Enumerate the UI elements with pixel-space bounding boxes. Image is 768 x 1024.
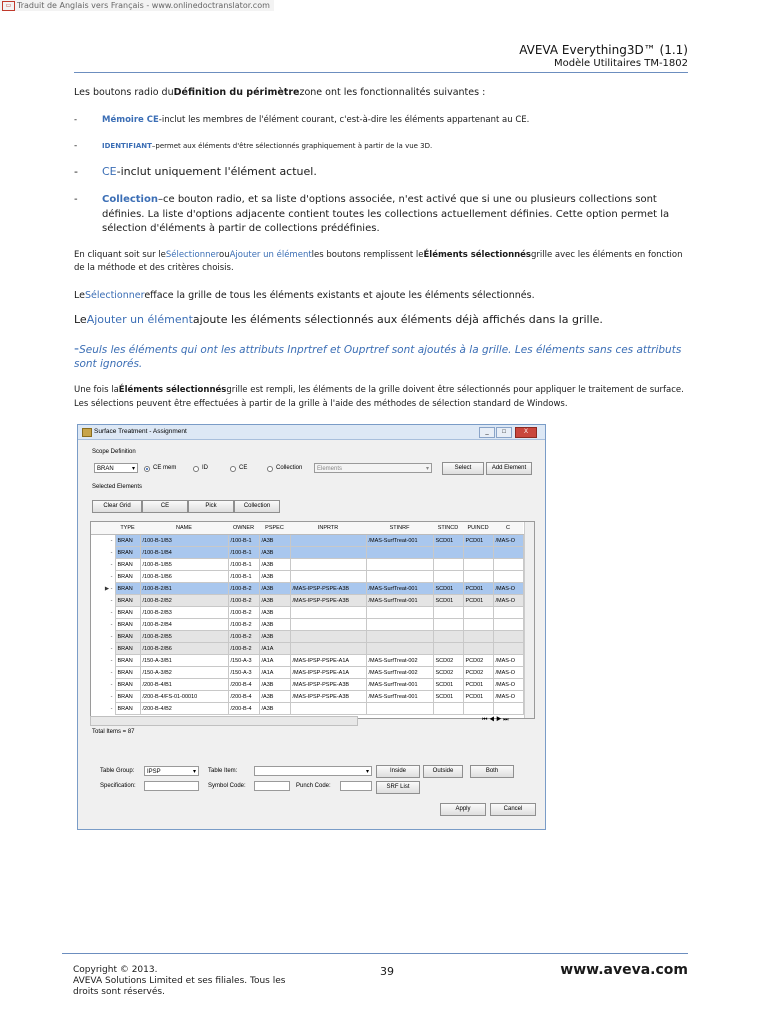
table-cell[interactable] bbox=[463, 619, 493, 631]
table-cell[interactable]: /A1A bbox=[259, 643, 290, 655]
radio-ce-mem[interactable] bbox=[144, 466, 150, 472]
table-cell[interactable]: /200-B-4 bbox=[228, 703, 259, 715]
collection-button[interactable]: Collection bbox=[234, 500, 280, 513]
elements-table bbox=[91, 522, 524, 715]
table-cell[interactable] bbox=[366, 547, 433, 559]
table-cell[interactable] bbox=[290, 559, 366, 571]
paragraph-select bbox=[74, 289, 688, 303]
table-cell[interactable]: /200-B-4 bbox=[228, 679, 259, 691]
table-cell[interactable] bbox=[290, 631, 366, 643]
table-cell[interactable]: /100-B-1 bbox=[228, 547, 259, 559]
table-cell[interactable]: BRAN bbox=[115, 535, 140, 547]
table-cell[interactable]: /100-B-2/B1 bbox=[140, 583, 228, 595]
dash: - bbox=[74, 194, 78, 205]
table-cell[interactable]: BRAN bbox=[115, 667, 140, 679]
total-items: Total Items = 87 bbox=[92, 729, 135, 735]
table-row[interactable] bbox=[91, 559, 523, 571]
specification-field[interactable] bbox=[144, 781, 199, 791]
scope-definition-label: Scope Definition bbox=[92, 449, 136, 455]
text: ou bbox=[219, 250, 230, 260]
table-cell[interactable]: /100-B-1 bbox=[228, 535, 259, 547]
table-cell[interactable]: PCD01 bbox=[463, 691, 493, 703]
table-cell[interactable] bbox=[366, 703, 433, 715]
table-cell[interactable]: SCD01 bbox=[433, 679, 463, 691]
table-cell[interactable] bbox=[290, 547, 366, 559]
term: Mémoire CE bbox=[102, 115, 159, 125]
table-cell[interactable]: /150-A-3/B1 bbox=[140, 655, 228, 667]
dash: - bbox=[74, 115, 78, 125]
srf-list-button[interactable]: SRF List bbox=[376, 781, 420, 794]
chevron-down-icon: ▾ bbox=[131, 466, 135, 472]
table-cell[interactable] bbox=[366, 631, 433, 643]
table-cell[interactable]: SCD01 bbox=[433, 691, 463, 703]
table-cell[interactable] bbox=[290, 571, 366, 583]
table-cell[interactable] bbox=[493, 643, 523, 655]
table-cell[interactable]: /100-B-2 bbox=[228, 619, 259, 631]
chevron-down-icon: ▾ bbox=[425, 466, 429, 472]
table-cell[interactable]: /100-B-2/B3 bbox=[140, 607, 228, 619]
term: Ajouter un élément bbox=[229, 250, 312, 260]
table-cell[interactable]: BRAN bbox=[115, 655, 140, 667]
term: Éléments sélectionnés bbox=[423, 250, 531, 260]
table-cell[interactable]: /100-B-2 bbox=[228, 583, 259, 595]
dash: - bbox=[74, 165, 78, 178]
text: zone ont les fonctionnalités suivantes : bbox=[299, 87, 486, 98]
symbol-code-field[interactable] bbox=[254, 781, 290, 791]
note-text: Seuls les éléments qui ont les attributs Inprtref et Ouprtref sont ajoutés à la grille. Les éléments sans ces attributs sont ignorés. bbox=[74, 344, 682, 370]
table-cell[interactable]: /MAS-IPSP-PSPE-A3B bbox=[290, 691, 366, 703]
table-cell[interactable]: /100-B-2 bbox=[228, 643, 259, 655]
table-cell[interactable]: /MAS-IPSP-PSPE-A1A bbox=[290, 667, 366, 679]
table-row[interactable] bbox=[91, 631, 523, 643]
table-item-label: Table Item: bbox=[208, 768, 238, 774]
table-cell[interactable] bbox=[463, 559, 493, 571]
select-button[interactable]: Select bbox=[442, 462, 484, 475]
table-cell[interactable]: /A1A bbox=[259, 655, 290, 667]
table-cell[interactable] bbox=[290, 607, 366, 619]
table-cell[interactable]: BRAN bbox=[115, 547, 140, 559]
surface-treatment-dialog bbox=[77, 424, 546, 830]
copyright-line: Copyright © 2013. bbox=[73, 965, 158, 975]
text: –ce bouton radio, et sa liste d'options associée, n'est activé que si une ou plusieurs collections sont définies. La liste d'options adjacente contient toutes les collections actuellement définies. Cette option permet la sélection d'éléments à partir de collections prédéfinies. bbox=[102, 194, 670, 234]
table-row[interactable] bbox=[91, 583, 523, 595]
cancel-button[interactable]: Cancel bbox=[490, 803, 536, 816]
expand-icon[interactable]: - bbox=[91, 667, 115, 679]
expand-icon[interactable]: - bbox=[91, 571, 115, 583]
header-divider bbox=[74, 72, 688, 73]
dash: - bbox=[74, 141, 78, 151]
table-cell[interactable]: /A3B bbox=[259, 559, 290, 571]
type-select[interactable] bbox=[94, 463, 138, 473]
term: Définition du périmètre bbox=[173, 87, 300, 98]
table-cell[interactable] bbox=[290, 643, 366, 655]
expand-icon[interactable]: - bbox=[91, 631, 115, 643]
table-cell[interactable]: /100-B-2/B6 bbox=[140, 643, 228, 655]
table-cell[interactable]: BRAN bbox=[115, 679, 140, 691]
table-cell[interactable]: /150-A-3/B2 bbox=[140, 667, 228, 679]
expand-icon[interactable]: - bbox=[91, 691, 115, 703]
table-cell[interactable]: /200-B-4 bbox=[228, 691, 259, 703]
chevron-down-icon: ▾ bbox=[365, 769, 369, 775]
table-cell[interactable]: /MAS-IPSP-PSPE-A3B bbox=[290, 679, 366, 691]
table-cell[interactable]: /150-A-3 bbox=[228, 667, 259, 679]
table-cell[interactable]: BRAN bbox=[115, 559, 140, 571]
company-line: AVEVA Solutions Limited et ses filiales. Tous les droits sont réservés. bbox=[73, 976, 286, 997]
text: efface la grille de tous les éléments existants et ajoute les éléments sélectionnés. bbox=[144, 290, 535, 301]
dialog-titlebar bbox=[78, 425, 545, 440]
table-row[interactable] bbox=[91, 679, 523, 691]
collection-value: Elements bbox=[317, 466, 343, 472]
row-header bbox=[91, 522, 115, 535]
specification-label: Specification: bbox=[100, 783, 136, 789]
table-cell[interactable] bbox=[493, 559, 523, 571]
table-group-select[interactable] bbox=[144, 766, 199, 776]
table-cell[interactable] bbox=[366, 559, 433, 571]
dash: - bbox=[74, 341, 80, 357]
expand-icon[interactable]: - bbox=[91, 595, 115, 607]
text: Une fois la bbox=[74, 385, 119, 395]
table-cell[interactable]: PCD01 bbox=[463, 535, 493, 547]
radio-collection-label: Collection bbox=[276, 465, 303, 471]
table-cell[interactable]: BRAN bbox=[115, 643, 140, 655]
table-row[interactable] bbox=[91, 643, 523, 655]
paragraph-populate bbox=[74, 249, 688, 275]
table-cell[interactable]: /A3B bbox=[259, 607, 290, 619]
table-item-select[interactable] bbox=[254, 766, 372, 776]
table-cell[interactable]: /MAS-O bbox=[493, 535, 523, 547]
col-inprtr[interactable]: INPRTR bbox=[290, 522, 366, 535]
text: Le bbox=[74, 290, 85, 301]
bullet-collection bbox=[74, 193, 688, 237]
table-cell[interactable] bbox=[493, 547, 523, 559]
table-cell[interactable] bbox=[290, 619, 366, 631]
table-cell[interactable]: /MAS-O bbox=[493, 691, 523, 703]
text: Les boutons radio du bbox=[74, 87, 174, 98]
doc-header-subtitle: Modèle Utilitaires TM-1802 bbox=[554, 58, 688, 69]
table-cell[interactable]: SCD02 bbox=[433, 667, 463, 679]
expand-icon[interactable]: - bbox=[91, 607, 115, 619]
col-type[interactable]: TYPE bbox=[115, 522, 140, 535]
expand-icon[interactable]: - bbox=[91, 679, 115, 691]
table-row[interactable] bbox=[91, 547, 523, 559]
doc-header-title: AVEVA Everything3D™ (1.1) bbox=[519, 43, 688, 57]
table-cell[interactable]: /MAS-SurfTreat-002 bbox=[366, 667, 433, 679]
expand-icon[interactable]: - bbox=[91, 547, 115, 559]
table-row[interactable] bbox=[91, 607, 523, 619]
maximize-icon[interactable]: □ bbox=[496, 427, 512, 438]
table-cell[interactable] bbox=[433, 631, 463, 643]
table-cell[interactable]: PCD01 bbox=[463, 583, 493, 595]
table-cell[interactable]: BRAN bbox=[115, 691, 140, 703]
table-cell[interactable] bbox=[433, 547, 463, 559]
table-cell[interactable] bbox=[366, 571, 433, 583]
current-row-arrow-icon[interactable]: ▶ - bbox=[91, 583, 115, 595]
table-cell[interactable] bbox=[433, 619, 463, 631]
text: -inclut uniquement l'élément actuel. bbox=[116, 165, 317, 178]
table-row[interactable] bbox=[91, 571, 523, 583]
table-cell[interactable]: /100-B-1/B5 bbox=[140, 559, 228, 571]
footer-divider bbox=[62, 953, 688, 954]
table-row[interactable] bbox=[91, 619, 523, 631]
term: Sélectionner bbox=[84, 290, 145, 301]
paragraph-apply bbox=[74, 383, 688, 411]
table-cell[interactable] bbox=[463, 607, 493, 619]
term: Éléments sélectionnés bbox=[118, 385, 227, 395]
col-pspec[interactable]: PSPEC bbox=[259, 522, 290, 535]
table-cell[interactable]: /MAS-IPSP-PSPE-A3B bbox=[290, 595, 366, 607]
grid-vertical-scrollbar[interactable] bbox=[524, 522, 534, 718]
dialog-title: Surface Treatment - Assignment bbox=[94, 428, 187, 435]
table-cell[interactable]: /100-B-2/B5 bbox=[140, 631, 228, 643]
table-cell[interactable]: PCD01 bbox=[463, 679, 493, 691]
table-cell[interactable] bbox=[433, 559, 463, 571]
outside-button[interactable]: Outside bbox=[423, 765, 463, 778]
grid-navigation[interactable]: ⏮ ◀ ▶ ⏭ bbox=[482, 717, 509, 723]
selected-elements-grid[interactable] bbox=[90, 521, 535, 719]
table-cell[interactable]: /100-B-1/B4 bbox=[140, 547, 228, 559]
add-element-button[interactable]: Add Element bbox=[486, 462, 532, 475]
table-cell[interactable]: /100-B-1 bbox=[228, 559, 259, 571]
term: IDENTIFIANT bbox=[102, 142, 152, 150]
table-cell[interactable] bbox=[493, 607, 523, 619]
text: -inclut les membres de l'élément courant, c'est-à-dire les éléments appartenant au CE. bbox=[158, 115, 530, 125]
table-cell[interactable]: /100-B-1/B3 bbox=[140, 535, 228, 547]
table-cell[interactable]: SCD01 bbox=[433, 595, 463, 607]
table-cell[interactable] bbox=[366, 643, 433, 655]
punch-code-field[interactable] bbox=[340, 781, 372, 791]
col-puincd[interactable]: PUINCD bbox=[463, 522, 493, 535]
table-row[interactable] bbox=[91, 691, 523, 703]
table-cell[interactable]: /100-B-2/B2 bbox=[140, 595, 228, 607]
paragraph-add-element bbox=[74, 313, 688, 327]
punch-code-label: Punch Code: bbox=[296, 783, 331, 789]
translation-banner[interactable] bbox=[0, 0, 274, 11]
table-cell[interactable]: /MAS-SurfTreat-002 bbox=[366, 655, 433, 667]
table-cell[interactable]: /100-B-2 bbox=[228, 595, 259, 607]
table-cell[interactable]: /MAS-O bbox=[493, 655, 523, 667]
copyright bbox=[73, 965, 303, 998]
table-cell[interactable]: /A3B bbox=[259, 679, 290, 691]
table-cell[interactable]: /200-B-4/B1 bbox=[140, 679, 228, 691]
bullet-ce bbox=[74, 165, 688, 179]
table-row[interactable] bbox=[91, 595, 523, 607]
table-cell[interactable] bbox=[290, 535, 366, 547]
term: Sélectionner bbox=[165, 250, 220, 260]
table-cell[interactable]: PCD02 bbox=[463, 667, 493, 679]
text: ajoute les éléments sélectionnés aux éléments déjà affichés dans la grille. bbox=[192, 313, 603, 326]
text: –permet aux éléments d'être sélectionnés graphiquement à partir de la vue 3D. bbox=[151, 142, 433, 150]
expand-icon[interactable]: - bbox=[91, 535, 115, 547]
table-cell[interactable]: /A3B bbox=[259, 619, 290, 631]
table-cell[interactable]: BRAN bbox=[115, 619, 140, 631]
table-cell[interactable]: /A1A bbox=[259, 667, 290, 679]
grid-horizontal-scrollbar[interactable] bbox=[90, 716, 358, 726]
table-cell[interactable] bbox=[493, 703, 523, 715]
radio-ce[interactable] bbox=[230, 466, 236, 472]
term: Ajouter un élément bbox=[86, 313, 193, 326]
table-cell[interactable]: /200-B-4/FS-01-00010 bbox=[140, 691, 228, 703]
text: Le bbox=[74, 313, 87, 326]
table-cell[interactable] bbox=[366, 607, 433, 619]
table-cell[interactable] bbox=[463, 547, 493, 559]
table-cell[interactable] bbox=[290, 703, 366, 715]
term: Collection bbox=[102, 194, 158, 205]
page-number: 39 bbox=[380, 965, 394, 978]
expand-icon[interactable]: - bbox=[91, 643, 115, 655]
table-cell[interactable]: PCD01 bbox=[463, 595, 493, 607]
col-name[interactable]: NAME bbox=[140, 522, 228, 535]
table-cell[interactable]: /A3B bbox=[259, 583, 290, 595]
table-cell[interactable] bbox=[493, 631, 523, 643]
table-cell[interactable] bbox=[433, 643, 463, 655]
bullet-ce-mem bbox=[74, 114, 688, 126]
table-cell[interactable]: BRAN bbox=[115, 571, 140, 583]
table-cell[interactable]: /MAS-O bbox=[493, 679, 523, 691]
table-cell[interactable] bbox=[463, 643, 493, 655]
text: les boutons remplissent le bbox=[311, 250, 424, 260]
table-cell[interactable]: /MAS-O bbox=[493, 583, 523, 595]
table-cell[interactable] bbox=[433, 571, 463, 583]
radio-collection[interactable] bbox=[267, 466, 273, 472]
radio-ce-label: CE bbox=[239, 465, 248, 471]
table-cell[interactable] bbox=[433, 607, 463, 619]
table-cell[interactable]: PCD02 bbox=[463, 655, 493, 667]
table-cell[interactable]: /MAS-SurfTreat-001 bbox=[366, 679, 433, 691]
chevron-down-icon: ▾ bbox=[192, 769, 196, 775]
table-cell[interactable] bbox=[463, 571, 493, 583]
table-row[interactable] bbox=[91, 667, 523, 679]
text: grille avec les éléments en fonction de la méthode et des critères choisis. bbox=[74, 250, 683, 273]
col-c[interactable]: C bbox=[493, 522, 523, 535]
inside-button[interactable]: Inside bbox=[376, 765, 420, 778]
radio-ce-mem-label: CE mem bbox=[153, 465, 177, 471]
table-group-label: Table Group: bbox=[100, 768, 135, 774]
table-cell[interactable]: /MAS-IPSP-PSPE-A3B bbox=[290, 583, 366, 595]
banner-text: Traduit de Anglais vers Français - www.onlinedoctranslator.com bbox=[17, 1, 270, 10]
col-owner[interactable]: OWNER bbox=[228, 522, 259, 535]
table-cell[interactable]: /A3B bbox=[259, 535, 290, 547]
intro-paragraph bbox=[74, 86, 688, 100]
ce-button[interactable]: CE bbox=[142, 500, 188, 513]
table-cell[interactable] bbox=[463, 703, 493, 715]
table-cell[interactable] bbox=[493, 619, 523, 631]
table-cell[interactable]: /200-B-4/B2 bbox=[140, 703, 228, 715]
footer-url[interactable]: www.aveva.com bbox=[560, 962, 688, 978]
table-cell[interactable]: BRAN bbox=[115, 607, 140, 619]
table-cell[interactable]: SCD01 bbox=[433, 535, 463, 547]
table-cell[interactable]: /MAS-O bbox=[493, 595, 523, 607]
expand-icon[interactable]: - bbox=[91, 559, 115, 571]
table-cell[interactable]: /A3B bbox=[259, 703, 290, 715]
table-group-value: IPSP bbox=[147, 769, 161, 775]
translator-icon: ▭ bbox=[2, 1, 15, 11]
text: grille est rempli, les éléments de la grille doivent être sélectionnés pour appliquer le traitement de surface. Les sélections peuvent être effectuées à partir de la grille à l'aide des méthodes de sélection standard de Windows. bbox=[74, 385, 684, 409]
table-cell[interactable] bbox=[366, 619, 433, 631]
both-button[interactable]: Both bbox=[470, 765, 514, 778]
table-cell[interactable]: /100-B-2 bbox=[228, 607, 259, 619]
symbol-code-label: Symbol Code: bbox=[208, 783, 246, 789]
table-cell[interactable]: /A3B bbox=[259, 571, 290, 583]
close-icon[interactable]: X bbox=[515, 427, 537, 438]
table-cell[interactable]: /100-B-1 bbox=[228, 571, 259, 583]
table-cell[interactable]: /A3B bbox=[259, 691, 290, 703]
table-cell[interactable]: BRAN bbox=[115, 631, 140, 643]
expand-icon[interactable]: - bbox=[91, 703, 115, 715]
selected-elements-label: Selected Elements bbox=[92, 484, 143, 490]
expand-icon[interactable]: - bbox=[91, 655, 115, 667]
table-cell[interactable]: /MAS-SurfTreat-001 bbox=[366, 535, 433, 547]
table-cell[interactable]: /MAS-IPSP-PSPE-A1A bbox=[290, 655, 366, 667]
table-row[interactable] bbox=[91, 703, 523, 715]
table-cell[interactable]: /100-B-2 bbox=[228, 631, 259, 643]
type-value: BRAN bbox=[97, 466, 114, 472]
radio-id-label: ID bbox=[202, 465, 208, 471]
table-cell[interactable]: /MAS-O bbox=[493, 667, 523, 679]
table-cell[interactable]: SCD02 bbox=[433, 655, 463, 667]
table-cell[interactable]: /MAS-SurfTreat-001 bbox=[366, 595, 433, 607]
table-row[interactable] bbox=[91, 535, 523, 547]
minimize-icon[interactable]: _ bbox=[479, 427, 495, 438]
text: En cliquant soit sur le bbox=[74, 250, 166, 260]
apply-button[interactable]: Apply bbox=[440, 803, 486, 816]
table-cell[interactable]: /A3B bbox=[259, 595, 290, 607]
table-cell[interactable]: /MAS-SurfTreat-001 bbox=[366, 583, 433, 595]
expand-icon[interactable]: - bbox=[91, 619, 115, 631]
app-icon bbox=[82, 428, 92, 437]
table-cell[interactable]: /100-B-2/B4 bbox=[140, 619, 228, 631]
term: CE bbox=[102, 165, 117, 178]
table-cell[interactable] bbox=[493, 571, 523, 583]
table-cell[interactable]: /100-B-1/B6 bbox=[140, 571, 228, 583]
table-cell[interactable]: /A3B bbox=[259, 631, 290, 643]
table-cell[interactable] bbox=[433, 703, 463, 715]
pick-button[interactable]: Pick bbox=[188, 500, 234, 513]
table-row[interactable] bbox=[91, 655, 523, 667]
table-cell[interactable]: /A3B bbox=[259, 547, 290, 559]
table-cell[interactable]: BRAN bbox=[115, 595, 140, 607]
col-stincd[interactable]: STINCD bbox=[433, 522, 463, 535]
table-cell[interactable] bbox=[463, 631, 493, 643]
table-cell[interactable]: BRAN bbox=[115, 583, 140, 595]
table-cell[interactable]: /MAS-SurfTreat-001 bbox=[366, 691, 433, 703]
bullet-id bbox=[74, 141, 688, 152]
clear-grid-button[interactable]: Clear Grid bbox=[92, 500, 142, 513]
table-cell[interactable]: /150-A-3 bbox=[228, 655, 259, 667]
table-cell[interactable]: SCD01 bbox=[433, 583, 463, 595]
table-cell[interactable]: BRAN bbox=[115, 703, 140, 715]
note-paragraph bbox=[74, 342, 688, 371]
radio-id[interactable] bbox=[193, 466, 199, 472]
collection-select[interactable] bbox=[314, 463, 432, 473]
col-stinrf[interactable]: STINRF bbox=[366, 522, 433, 535]
